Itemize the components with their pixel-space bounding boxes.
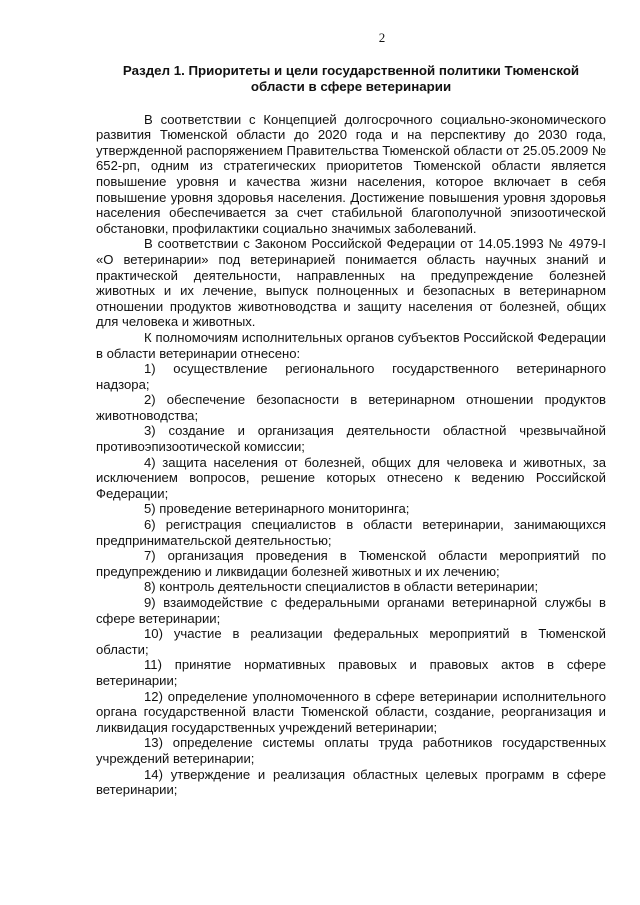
- list-item: 3) создание и организация деятельности областной чрезвычайной противоэпизоотической комиссии;: [96, 423, 606, 455]
- list-item: 14) утверждение и реализация областных целевых программ в сфере ветеринарии;: [96, 766, 606, 798]
- list-item: 12) определение уполномоченного в сфере ветеринарии исполнительного органа государственной власти Тюменской области, создание, реорганизация и ликвидация государственных учреждений ветеринарии;: [96, 688, 606, 735]
- list-item: 11) принятие нормативных правовых и правовых актов в сфере ветеринарии;: [96, 657, 606, 688]
- list-item: 2) обеспечение безопасности в ветеринарном отношении продуктов животноводства;: [96, 392, 606, 423]
- list-item: 5) проведение ветеринарного мониторинга;: [144, 501, 410, 517]
- paragraph-concept: В соответствии с Концепцией долгосрочного социально-экономического развития Тюменской области до 2020 года и на перспективу до 2030 года, утвержденной распоряжением Правительства Тюменской области от 25.05.2009 № 652-рп, одним из стратегических приоритетов Тюменской области является повышение уровня и качества жизни населения, которое включает в себя повышение уровня здоровья населения. Достижение повышения уровня здоровья населения обеспечивается за счет стабильной благополучной эпизоотической обстановки, профилактики социально значимых заболеваний.: [96, 111, 606, 236]
- list-item: 6) регистрация специалистов в области ветеринарии, занимающихся предпринимательской деятельностью;: [96, 517, 606, 548]
- list-item: 8) контроль деятельности специалистов в области ветеринарии;: [144, 579, 539, 595]
- list-item: 10) участие в реализации федеральных мероприятий в Тюменской области;: [96, 626, 606, 657]
- list-item: 7) организация проведения в Тюменской области мероприятий по предупреждению и ликвидации болезней животных и их лечению;: [96, 548, 606, 579]
- section-heading: Раздел 1. Приоритеты и цели государственной политики Тюменской области в сфере ветеринарии: [122, 62, 580, 94]
- page-number: 2: [378, 30, 386, 45]
- paragraph-law: В соответствии с Законом Российской Федерации от 14.05.1993 № 4979-I «О ветеринарии» под ветеринарией понимается область научных знаний и практической деятельности, направленных на предупреждение болезней животных и их лечение, выпуск полноценных и безопасных в ветеринарном отношении продуктов животноводства и защиту населения от болезней, общих для человека и животных.: [96, 236, 606, 330]
- list-item: 1) осуществление регионального государственного ветеринарного надзора;: [96, 361, 606, 392]
- paragraph-powers-intro: К полномочиям исполнительных органов субъектов Российской Федерации в области ветеринарии отнесено:: [96, 329, 606, 361]
- list-item: 13) определение системы оплаты труда работников государственных учреждений ветеринарии;: [96, 735, 606, 766]
- list-item: 4) защита населения от болезней, общих для человека и животных, за исключением вопросов, решение которых отнесено к ведению Российской Федерации;: [96, 454, 606, 501]
- list-item: 9) взаимодействие с федеральными органами ветеринарной службы в сфере ветеринарии;: [96, 595, 606, 626]
